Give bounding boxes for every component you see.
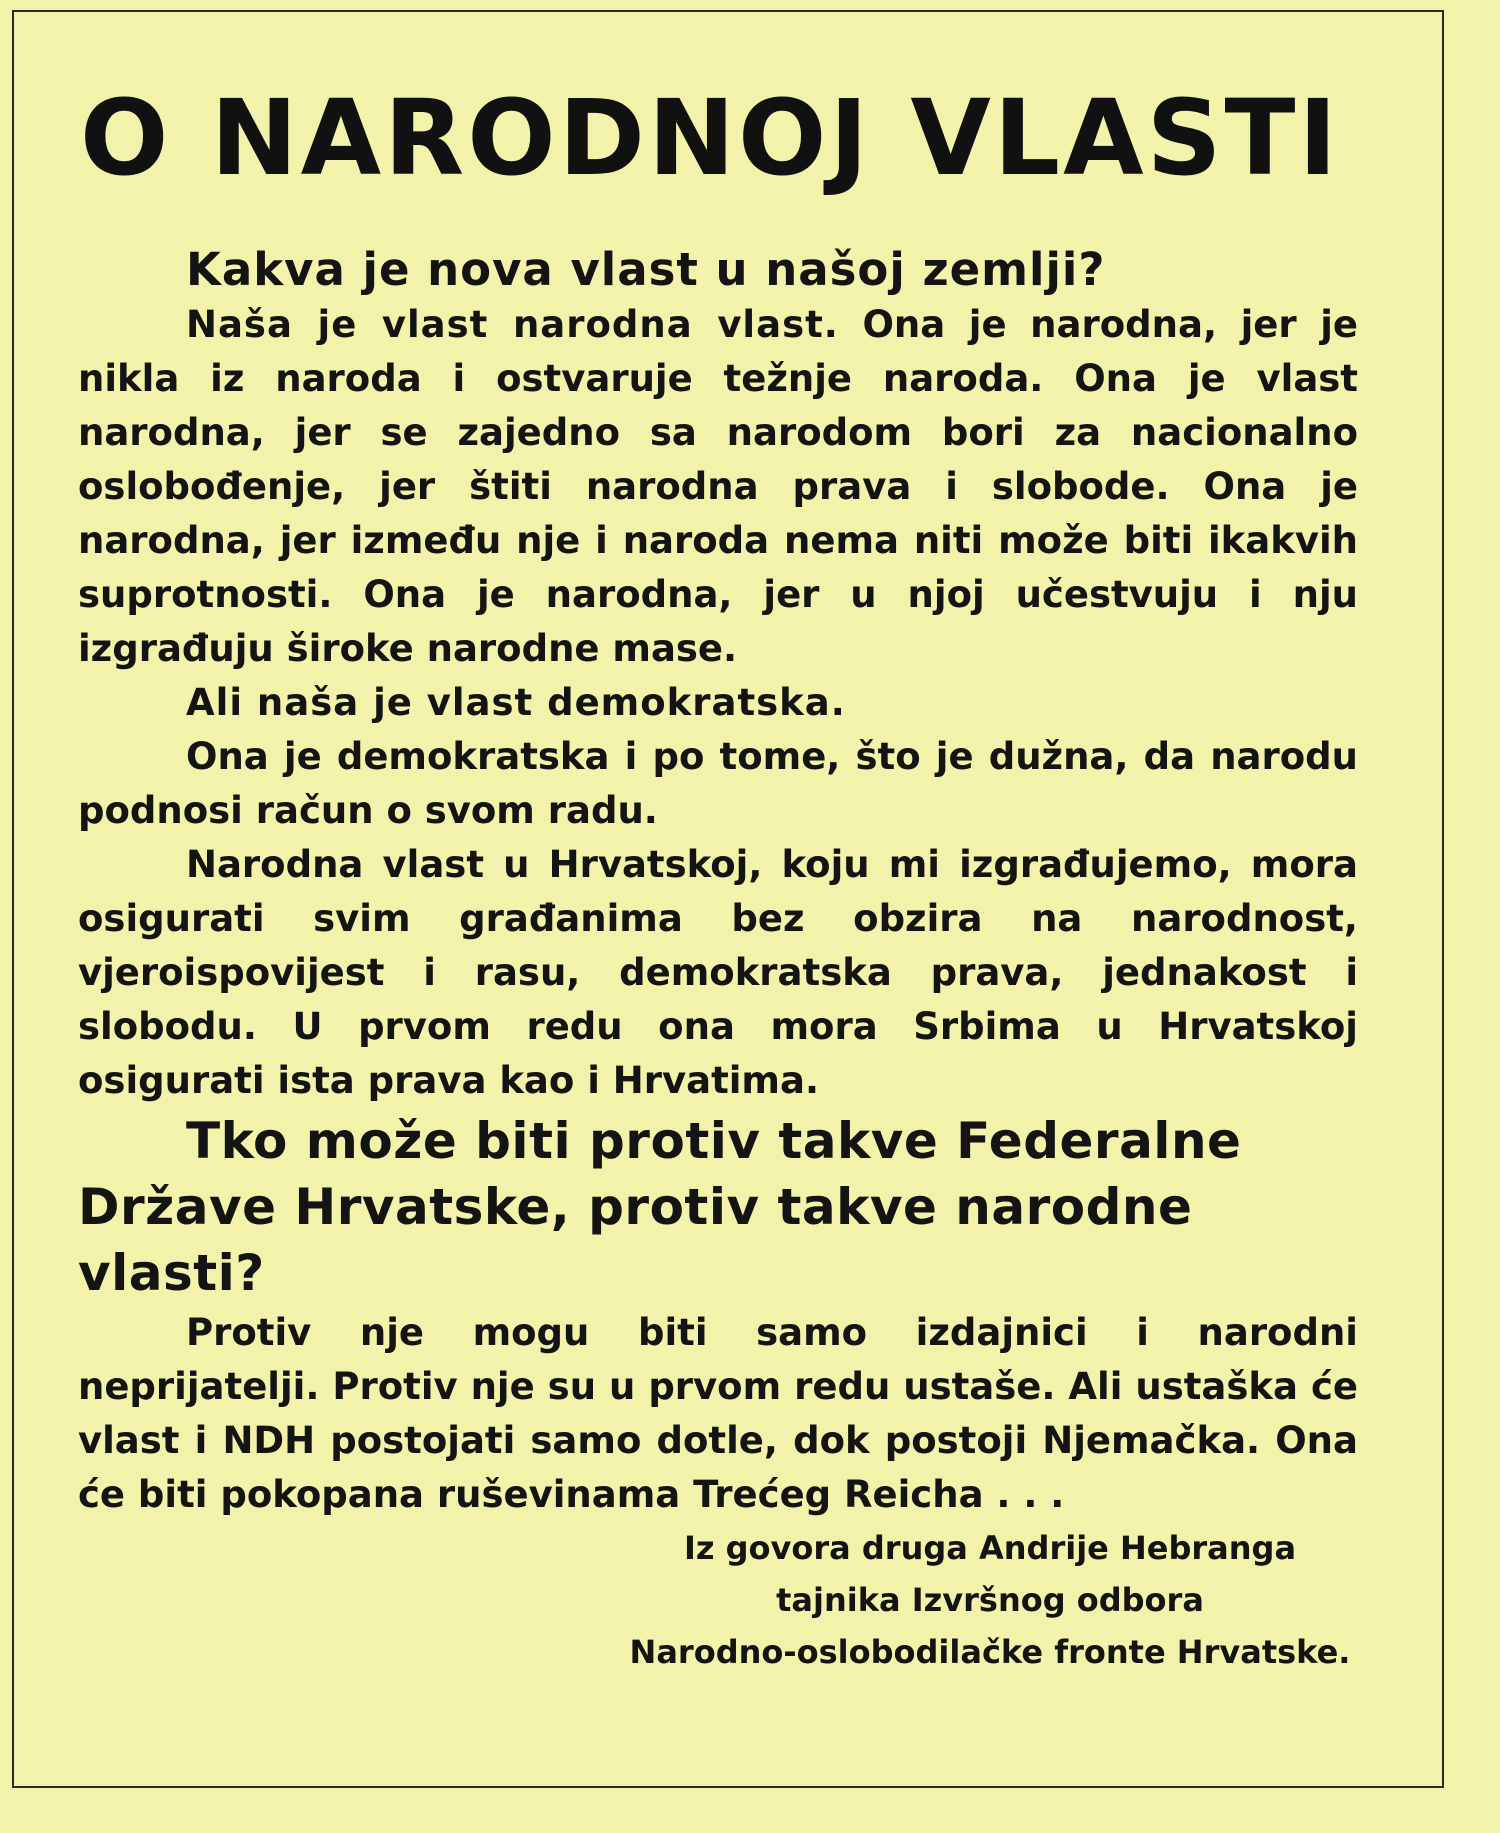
section-3	[78, 1108, 1358, 1522]
section-3-body: Protiv nje mogu biti samo izdajnici i narodni neprijatelji. Protiv nje su u prvom redu ustaše. Ali ustaška će vlast i NDH postojati samo dotle, dok postoji Njemačka. Ona će biti pokopana ruševinama Trećeg Reicha . . .	[78, 1311, 1358, 1516]
section-1-body: Ona je narodna, jer je nikla iz naroda i ostvaruje težnje naroda. Ona je vlast narodna, jer se zajedno sa narodom bori za nacionalno oslobođenje, jer štiti narodna prava i slobode. Ona je narodna, jer između nje i naroda nema niti može biti ikakvih suprotnosti. Ona je narodna, jer u njoj učestvuju i nju izgrađuju široke narodne mase.	[78, 303, 1358, 670]
section-1	[78, 242, 1358, 676]
poster-title: O NARODNOJ VLASTI	[80, 77, 1341, 199]
signature-line-2: tajnika Izvršnog odbora	[776, 1581, 1204, 1619]
section-2-paragraph-1: Ona je demokratska i po tome, što je dužna, da narodu podnosi račun o svom radu.	[78, 735, 1358, 832]
section-3-heading: Tko može biti protiv takve Federalne Države Hrvatske, protiv takve narodne vlasti?	[78, 1112, 1242, 1302]
signature-line-1: Iz govora druga Andrije Hebranga	[683, 1529, 1297, 1567]
section-1-paragraph	[78, 298, 1358, 676]
signature-line-3: Narodno-oslobodilačke fronte Hrvatske.	[629, 1633, 1351, 1671]
section-2-paragraph-2: Narodna vlast u Hrvatskoj, koju mi izgrađujemo, mora osigurati svim građanima bez obzira na narodnost, vjeroispovijest i rasu, demokratska prava, jednakost i slobodu. U prvom redu ona mora Srbima u Hrvatskoj osigurati ista prava kao i Hrvatima.	[78, 843, 1358, 1102]
section-1-heading: Kakva je nova vlast u našoj zemlji?	[186, 243, 1106, 296]
section-1-lead: Naša je vlast narodna vlast.	[186, 303, 839, 346]
section-2	[78, 676, 1358, 1108]
signature-block	[620, 1522, 1360, 1678]
section-2-lead: Ali naša je vlast demokratska.	[186, 681, 846, 724]
